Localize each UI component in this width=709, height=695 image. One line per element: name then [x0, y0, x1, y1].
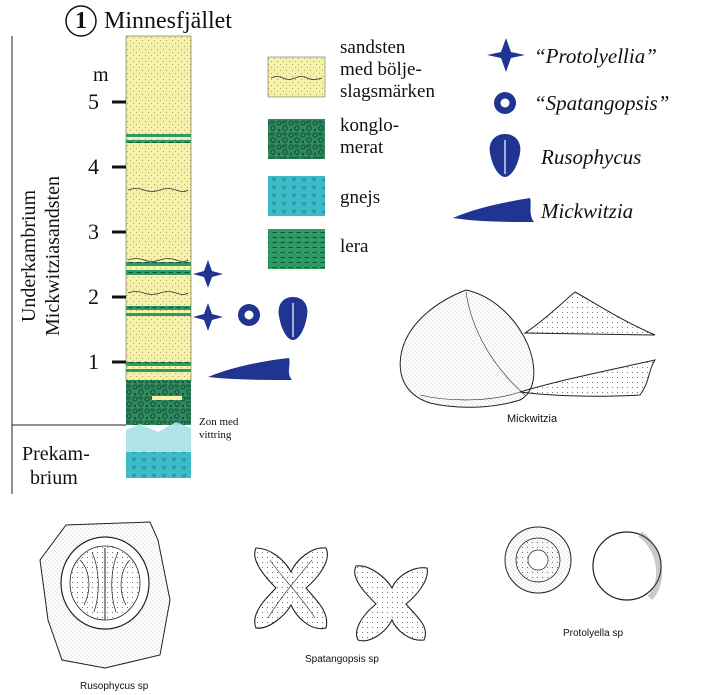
fossil-legend-rusophycus: Rusophycus — [541, 145, 642, 169]
weathering-line1: Zon med — [199, 416, 239, 428]
tick-label-3: 3 — [88, 219, 99, 244]
protolyella-drawing — [505, 527, 661, 600]
legend-label-sandstone — [340, 37, 435, 103]
legend-swatch-conglomerate — [268, 119, 325, 159]
legend-label-gneiss: gnejs — [340, 187, 381, 208]
upper-unit-line2: Mickwitziasandsten — [42, 176, 64, 336]
fossil-legend-spatangopsis: “Spatangopsis” — [534, 91, 670, 115]
tick-label-2: 2 — [88, 284, 99, 309]
tick-label-5: 5 — [88, 89, 99, 114]
protolyellia-marker-lower — [193, 303, 223, 331]
cross-icon — [487, 38, 525, 72]
page-title: Minnesfjället — [104, 8, 232, 34]
mickwitzia-icon — [453, 198, 534, 222]
ring-icon — [494, 92, 516, 114]
legend-conglomerate-line1: konglo- — [340, 115, 400, 136]
fossil-legend-protolyellia: “Protolyellia” — [534, 44, 657, 68]
fossil-legend-icons — [453, 38, 534, 222]
caption-spatangopsis: Spatangopsis sp — [305, 654, 379, 665]
caption-mickwitzia: Mickwitzia — [507, 413, 558, 425]
legend-sandstone-line2: med bölje- — [340, 59, 422, 80]
caption-protolyella: Protolyella sp — [563, 628, 624, 639]
legend-label-conglomerate — [340, 115, 399, 159]
axis-unit-label: m — [93, 64, 109, 86]
fossil-legend-mickwitzia: Mickwitzia — [541, 199, 634, 223]
mickwitzia-marker — [208, 358, 292, 380]
lower-unit-line2: brium — [30, 467, 78, 489]
fossil-occurrence-markers — [193, 260, 307, 380]
upper-unit-label — [17, 156, 65, 356]
rusophycus-drawing — [40, 522, 170, 668]
lower-unit-label — [22, 442, 90, 490]
legend-swatch-gneiss — [268, 176, 325, 216]
site-number: 1 — [75, 8, 87, 34]
lower-unit-line1: Prekam- — [22, 443, 90, 465]
legend-label-clay: lera — [340, 236, 369, 257]
legend-sandstone-line1: sandsten — [340, 37, 406, 58]
upper-unit-line1: Underkambrium — [18, 189, 40, 323]
legend-swatch-clay — [268, 229, 325, 269]
caption-rusophycus: Rusophycus sp — [80, 681, 149, 692]
protolyellia-marker-upper — [193, 260, 223, 288]
weathering-zone-label — [199, 416, 238, 442]
rusophycus-icon — [490, 134, 521, 177]
tick-label-4: 4 — [88, 154, 99, 179]
legend-sandstone-line3: slagsmärken — [340, 81, 435, 102]
lithology-legend-swatches — [268, 57, 325, 269]
weathering-line2: vittring — [199, 429, 232, 441]
tick-label-1: 1 — [88, 349, 99, 374]
legend-conglomerate-line2: merat — [340, 137, 384, 158]
spatangopsis-marker — [238, 304, 260, 326]
spatangopsis-drawing — [255, 548, 428, 641]
height-axis-ticks — [112, 102, 126, 362]
mickwitzia-drawing — [400, 290, 655, 407]
stratigraphic-column — [126, 36, 191, 478]
rusophycus-marker — [279, 297, 308, 340]
